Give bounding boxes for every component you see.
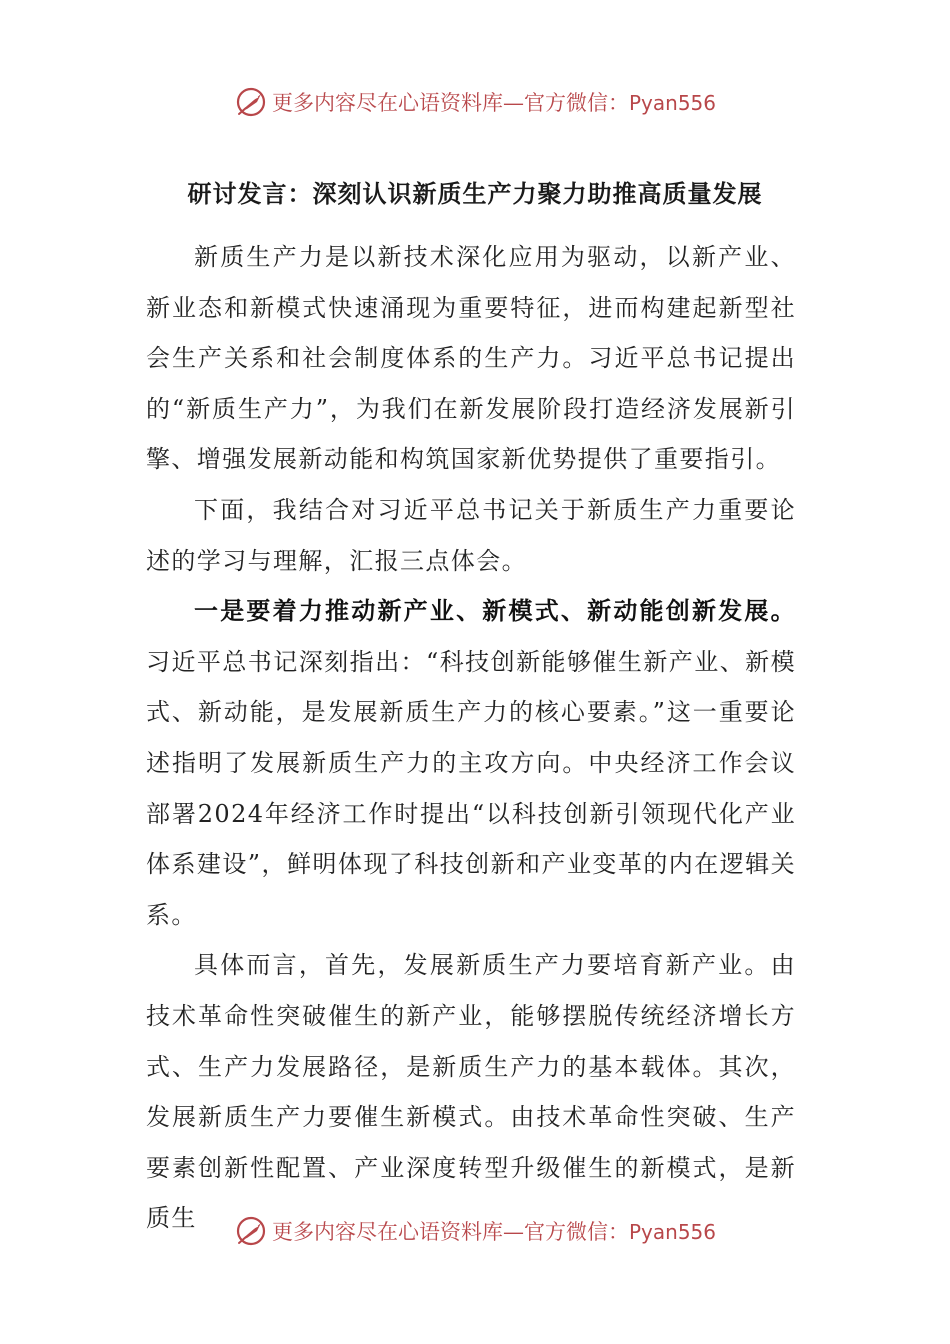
paragraph-1: 新质生产力是以新技术深化应用为驱动，以新产业、新业态和新模式快速涌现为重要特征，进而构建起新型社会生产关系和社会制度体系的生产力。习近平总书记提出的“新质生产力”，为我们在新发展阶段打造经济发展新引擎、增强发展新动能和构筑国家新优势提供了重要指引。 — [146, 243, 796, 474]
paragraph-3 — [146, 586, 796, 940]
quill-logo-icon — [234, 85, 268, 119]
paragraph-2: 下面，我结合对习近平总书记关于新质生产力重要论述的学习与理解，汇报三点体会。 — [146, 495, 796, 575]
quill-logo-icon — [234, 1214, 268, 1248]
paragraph-3-body: 习近平总书记深刻指出：“科技创新能够催生新产业、新模式、新动能，是发展新质生产力的核心要素。”这一重要论述指明了发展新质生产力的主攻方向。中央经济工作会议部署2024年经济工作时提出“以科技创新引领现代化产业体系建设”，鲜明体现了科技创新和产业变革的内在逻辑关系。 — [146, 647, 796, 929]
document-title: 研讨发言：深刻认识新质生产力聚力助推高质量发展 — [187, 179, 763, 208]
footer-wechat-id: Pyan556 — [628, 1220, 716, 1244]
paragraph-3-lead: 一是要着力推动新产业、新模式、新动能创新发展。 — [194, 596, 796, 626]
header-banner — [0, 82, 950, 122]
paragraph-4: 具体而言，首先，发展新质生产力要培育新产业。由技术革命性突破催生的新产业，能够摆脱传统经济增长方式、生产力发展路径，是新质生产力的基本载体。其次，发展新质生产力要催生新模式。由技术革命性突破、生产要素创新性配置、产业深度转型升级催生的新模式，是新质生 — [146, 951, 796, 1233]
document-body — [146, 232, 796, 1244]
footer-banner — [0, 1211, 950, 1251]
footer-banner-text — [272, 1216, 716, 1246]
footer-banner-inner — [234, 1214, 716, 1248]
header-banner-inner — [234, 85, 716, 119]
footer-banner-label: 更多内容尽在心语资料库—官方微信： — [271, 1220, 629, 1244]
header-wechat-id: Pyan556 — [628, 91, 716, 115]
header-banner-label: 更多内容尽在心语资料库—官方微信： — [271, 91, 629, 115]
header-banner-text — [272, 87, 716, 117]
